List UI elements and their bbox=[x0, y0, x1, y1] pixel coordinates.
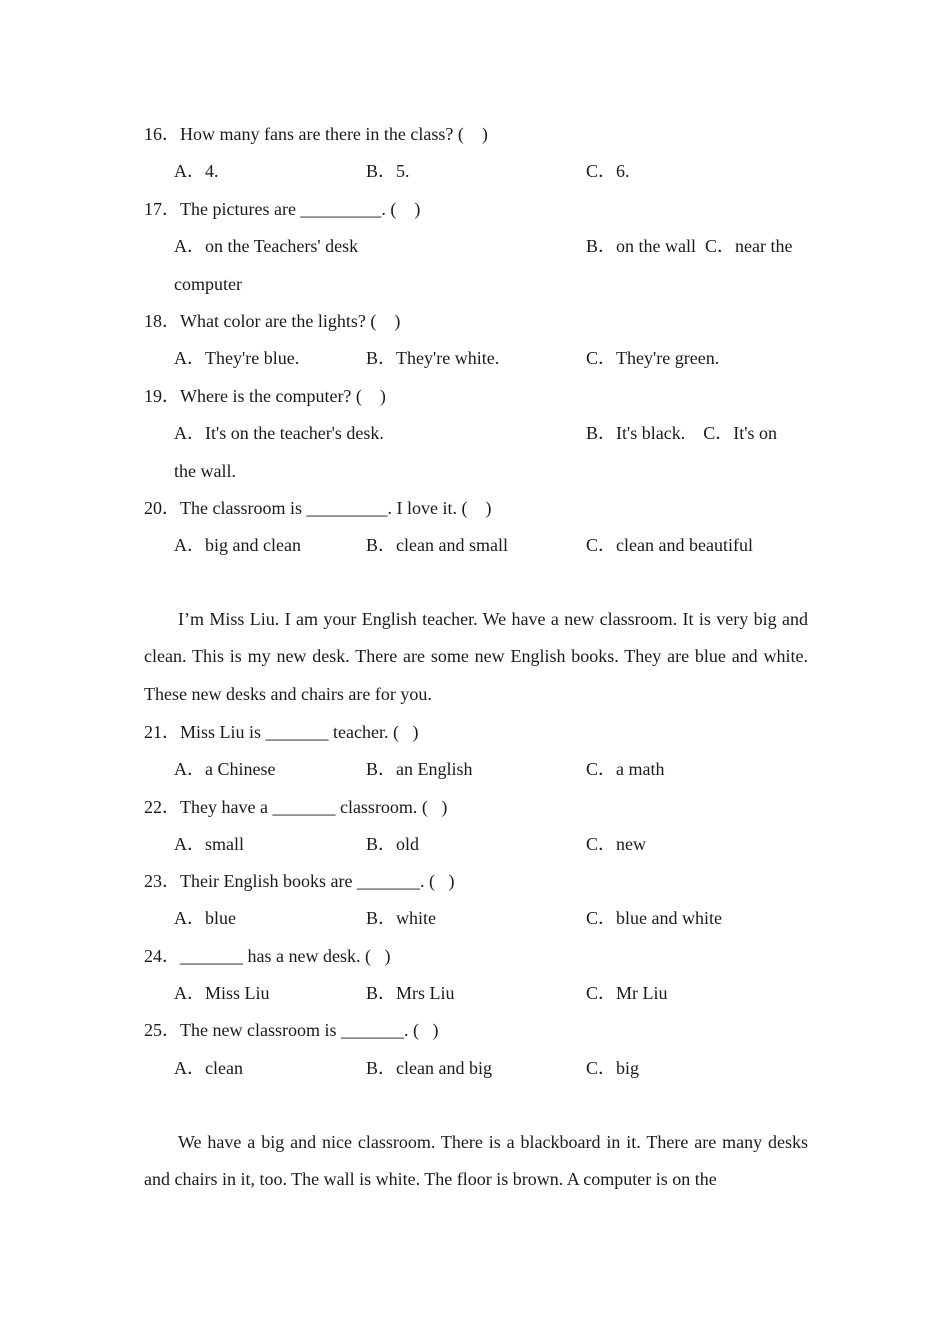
question-18-option-b: B．They're white. bbox=[366, 348, 500, 368]
question-21-option-b: B．an English bbox=[366, 759, 473, 779]
question-16-stem: 16．How many fans are there in the class? ( ) bbox=[144, 124, 488, 144]
question-21-option-a: A．a Chinese bbox=[174, 759, 276, 779]
question-20-option-a: A．big and clean bbox=[174, 535, 301, 555]
question-17-options-bc: B．on the wall C．near the bbox=[586, 236, 793, 256]
question-23-option-b: B．white bbox=[366, 908, 436, 928]
question-23-option-c: C．blue and white bbox=[586, 908, 722, 928]
question-20-stem: 20．The classroom is _________. I love it. ( ) bbox=[144, 498, 492, 518]
reading-passage-miss-liu: I’m Miss Liu. I am your English teacher. We have a new classroom. It is very big and clean. This is my new desk. There are some new English books. They are blue and white. These new desks and chairs are for you. bbox=[144, 609, 808, 704]
question-19-stem: 19．Where is the computer? ( ) bbox=[144, 386, 386, 406]
question-21-option-c: C．a math bbox=[586, 759, 665, 779]
question-24-option-c: C．Mr Liu bbox=[586, 983, 668, 1003]
question-16-option-b: B．5. bbox=[366, 161, 410, 181]
question-18-option-c: C．They're green. bbox=[586, 348, 720, 368]
question-19-option-a: A．It's on the teacher's desk. bbox=[174, 423, 384, 443]
reading-passage-classroom: We have a big and nice classroom. There is a blackboard in it. There are many desks and chairs in it, too. The wall is white. The floor is brown. A computer is on the bbox=[144, 1132, 808, 1190]
question-24-option-b: B．Mrs Liu bbox=[366, 983, 455, 1003]
question-20-option-c: C．clean and beautiful bbox=[586, 535, 753, 555]
question-21-stem: 21．Miss Liu is _______ teacher. ( ) bbox=[144, 722, 419, 742]
question-16-option-a: A．4. bbox=[174, 161, 219, 181]
question-17-option-a: A．on the Teachers' desk bbox=[174, 236, 359, 256]
question-17-stem: 17．The pictures are _________. ( ) bbox=[144, 199, 421, 219]
question-25-option-a: A．clean bbox=[174, 1058, 243, 1078]
question-18-option-a: A．They're blue. bbox=[174, 348, 300, 368]
question-18-stem: 18．What color are the lights? ( ) bbox=[144, 311, 401, 331]
question-24-stem: 24．_______ has a new desk. ( ) bbox=[144, 946, 391, 966]
question-25-stem: 25．The new classroom is _______. ( ) bbox=[144, 1020, 439, 1040]
question-22-stem: 22．They have a _______ classroom. ( ) bbox=[144, 797, 448, 817]
question-24-option-a: A．Miss Liu bbox=[174, 983, 270, 1003]
question-16-option-c: C．6. bbox=[586, 161, 630, 181]
question-25-option-c: C．big bbox=[586, 1058, 640, 1078]
question-25-option-b: B．clean and big bbox=[366, 1058, 492, 1078]
question-23-option-a: A．blue bbox=[174, 908, 236, 928]
question-22-option-a: A．small bbox=[174, 834, 244, 854]
question-19-options-bc: B．It's black. C．It's on bbox=[586, 423, 777, 443]
question-20-option-b: B．clean and small bbox=[366, 535, 508, 555]
question-17-option-c-continuation: computer bbox=[174, 274, 242, 294]
question-22-option-b: B．old bbox=[366, 834, 420, 854]
question-19-option-c-continuation: the wall. bbox=[174, 461, 236, 481]
question-23-stem: 23．Their English books are _______. ( ) bbox=[144, 871, 455, 891]
question-22-option-c: C．new bbox=[586, 834, 646, 854]
